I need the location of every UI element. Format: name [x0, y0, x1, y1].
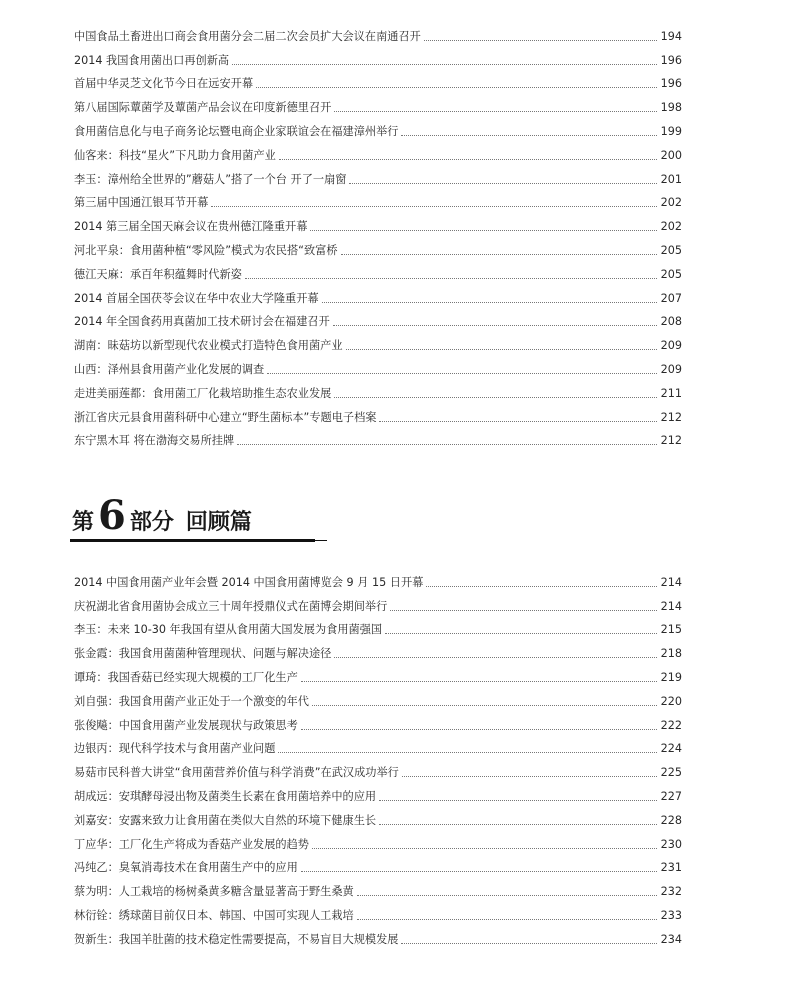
- toc-entry-title: 走进美丽莲都：食用菌工厂化栽培助推生态农业发展: [74, 386, 332, 400]
- toc-leader-dots: [401, 943, 657, 944]
- toc-entry[interactable]: [74, 187, 682, 211]
- toc-entry[interactable]: [74, 637, 682, 661]
- toc-leader-dots: [346, 349, 657, 350]
- toc-entry[interactable]: [74, 756, 682, 780]
- toc-leader-dots: [390, 610, 657, 611]
- toc-leader-dots: [424, 40, 657, 41]
- toc-entry-title: 冯纯乙：臭氧消毒技术在食用菌生产中的应用: [74, 861, 298, 875]
- toc-entry[interactable]: [74, 709, 682, 733]
- toc-entry-page: 209: [660, 362, 682, 376]
- toc-entry[interactable]: [74, 661, 682, 685]
- toc-entry[interactable]: [74, 923, 682, 947]
- toc-leader-dots: [426, 586, 657, 587]
- toc-entry-title: 2014 中国食用菌产业年会暨 2014 中国食用菌博览会 9 月 15 日开幕: [74, 575, 424, 589]
- toc-leader-dots: [256, 87, 657, 88]
- toc-entry-title: 2014 第三届全国天麻会议在贵州德江隆重开幕: [74, 220, 308, 234]
- toc-entry-page: 218: [660, 647, 682, 661]
- toc-leader-dots: [267, 373, 657, 374]
- toc-entry-page: 205: [660, 267, 682, 281]
- toc-entry-title: 张俊飚：中国食用菌产业发展现状与政策思考: [74, 718, 298, 732]
- toc-entry-title: 食用菌信息化与电子商务论坛暨电商企业家联谊会在福建漳州举行: [74, 124, 399, 138]
- toc-leader-dots: [237, 444, 657, 445]
- toc-entry-page: 196: [660, 77, 682, 91]
- toc-entry-page: 198: [660, 101, 682, 115]
- toc-entry-title: 边银丙：现代科学技术与食用菌产业问题: [74, 742, 276, 756]
- toc-entry[interactable]: [74, 139, 682, 163]
- toc-entry-page: 220: [660, 694, 682, 708]
- section-suffix: 部分: [129, 509, 174, 535]
- toc-entry[interactable]: [74, 115, 682, 139]
- toc-entry[interactable]: [74, 828, 682, 852]
- toc-entry-title: 易菇市民科普大讲堂“食用菌营养价值与科学消费”在武汉成功举行: [74, 766, 399, 780]
- toc-entry[interactable]: [74, 401, 682, 425]
- toc-entry[interactable]: [74, 804, 682, 828]
- toc-entry-page: 200: [660, 148, 682, 162]
- toc-entry-title: 2014 我国食用菌出口再创新高: [74, 53, 230, 67]
- toc-entry[interactable]: [74, 353, 682, 377]
- toc-entry-title: 庆祝湖北省食用菌协会成立三十周年授鼎仪式在菌博会期间举行: [74, 599, 388, 613]
- section-prefix: 第: [72, 509, 95, 535]
- toc-entry[interactable]: [74, 566, 682, 590]
- toc-leader-dots: [232, 64, 657, 65]
- toc-entry-page: 231: [660, 861, 682, 875]
- toc-entry[interactable]: [74, 614, 682, 638]
- toc-entry-title: 首届中华灵芝文化节今日在远安开幕: [74, 77, 254, 91]
- toc-entry-title: 山西：泽州县食用菌产业化发展的调查: [74, 362, 265, 376]
- toc-entry-title: 张金霞：我国食用菌菌种管理现状、问题与解决途径: [74, 647, 332, 661]
- toc-entry-page: 234: [660, 932, 682, 946]
- toc-entry-page: 225: [660, 766, 682, 780]
- toc-entry-page: 196: [660, 53, 682, 67]
- toc-entry[interactable]: [74, 590, 682, 614]
- toc-entry[interactable]: [74, 733, 682, 757]
- toc-entry[interactable]: [74, 780, 682, 804]
- toc-entry-title: 第三届中国通江银耳节开幕: [74, 196, 209, 210]
- toc-entry-page: 227: [660, 789, 682, 803]
- toc-leader-dots: [301, 729, 657, 730]
- toc-entry-title: 湖南：昧菇坊以新型现代农业模式打造特色食用菌产业: [74, 339, 343, 353]
- toc-entry[interactable]: [74, 875, 682, 899]
- toc-leader-dots: [357, 895, 657, 896]
- toc-list-top: [74, 20, 682, 448]
- toc-entry-title: 浙江省庆元县食用菌科研中心建立“野生菌标本”专题电子档案: [74, 410, 377, 424]
- toc-leader-dots: [341, 254, 657, 255]
- section-name: 回顾篇: [185, 509, 252, 535]
- toc-entry-page: 201: [660, 172, 682, 186]
- toc-entry-title: 李玉：未来 10-30 年我国有望从食用菌大国发展为食用菌强国: [74, 623, 383, 637]
- toc-entry-title: 2014 年全国食药用真菌加工技术研讨会在福建召开: [74, 315, 330, 329]
- toc-entry-title: 贺新生：我国羊肚菌的技术稳定性需要提高，不易盲目大规模发展: [74, 932, 399, 946]
- toc-leader-dots: [310, 230, 657, 231]
- section-number: 6: [98, 492, 126, 539]
- toc-entry[interactable]: [74, 210, 682, 234]
- toc-entry-title: 蔡为明：人工栽培的杨树桑黄多糖含量显著高于野生桑黄: [74, 885, 354, 899]
- toc-entry-page: 228: [660, 813, 682, 827]
- toc-entry-page: 233: [660, 908, 682, 922]
- toc-entry-page: 219: [660, 670, 682, 684]
- toc-entry-page: 215: [660, 623, 682, 637]
- toc-leader-dots: [334, 657, 657, 658]
- section-rule: [70, 539, 315, 542]
- toc-entry-page: 208: [660, 315, 682, 329]
- toc-entry-title: 刘嘉安：安露来致力让食用菌在类似大自然的环境下健康生长: [74, 813, 377, 827]
- toc-leader-dots: [401, 135, 657, 136]
- toc-leader-dots: [279, 159, 657, 160]
- toc-entry-page: 222: [660, 718, 682, 732]
- toc-entry[interactable]: [74, 899, 682, 923]
- toc-entry-page: 207: [660, 291, 682, 305]
- toc-entry[interactable]: [74, 329, 682, 353]
- toc-entry[interactable]: [74, 852, 682, 876]
- toc-entry-title: 东宁黑木耳 将在渤海交易所挂牌: [74, 434, 235, 448]
- toc-entry-page: 212: [660, 434, 682, 448]
- toc-entry[interactable]: [74, 377, 682, 401]
- toc-leader-dots: [385, 633, 657, 634]
- toc-entry-page: 209: [660, 339, 682, 353]
- toc-entry-page: 205: [660, 243, 682, 257]
- toc-leader-dots: [349, 183, 657, 184]
- toc-leader-dots: [312, 705, 657, 706]
- toc-entry-page: 199: [660, 124, 682, 138]
- toc-entry-title: 河北平泉：食用菌种植“零风险”模式为农民搭“致富桥: [74, 243, 338, 257]
- toc-entry[interactable]: [74, 20, 682, 44]
- toc-entry-page: 202: [660, 196, 682, 210]
- toc-leader-dots: [334, 397, 657, 398]
- section-rule-tail: [315, 540, 327, 541]
- toc-entry[interactable]: [74, 68, 682, 92]
- toc-entry-title: 胡成远：安琪酵母浸出物及菌类生长素在食用菌培养中的应用: [74, 789, 377, 803]
- toc-leader-dots: [322, 302, 657, 303]
- toc-entry-page: 214: [660, 599, 682, 613]
- toc-entry[interactable]: [74, 234, 682, 258]
- toc-entry-title: 德江天麻：承百年积蕴舞时代新姿: [74, 267, 242, 281]
- toc-leader-dots: [379, 824, 657, 825]
- toc-entry-page: 224: [660, 742, 682, 756]
- toc-leader-dots: [357, 919, 657, 920]
- toc-leader-dots: [301, 871, 657, 872]
- toc-entry-title: 李玉：漳州给全世界的”蘑菇人”搭了一个台 开了一扇窗: [74, 172, 347, 186]
- toc-entry-page: 230: [660, 837, 682, 851]
- toc-entry[interactable]: [74, 306, 682, 330]
- toc-leader-dots: [379, 421, 657, 422]
- toc-entry-page: 232: [660, 885, 682, 899]
- toc-leader-dots: [333, 325, 657, 326]
- toc-leader-dots: [379, 800, 657, 801]
- toc-entry-title: 仙客来：科技“星火”下凡助力食用菌产业: [74, 148, 276, 162]
- toc-entry[interactable]: [74, 44, 682, 68]
- toc-entry-title: 林衍铨：绣球菌目前仅日本、韩国、中国可实现人工栽培: [74, 908, 354, 922]
- toc-leader-dots: [301, 681, 657, 682]
- toc-leader-dots: [245, 278, 657, 279]
- toc-entry-page: 202: [660, 220, 682, 234]
- section-heading: [72, 492, 252, 539]
- toc-entry[interactable]: [74, 282, 682, 306]
- toc-entry[interactable]: [74, 163, 682, 187]
- toc-entry-page: 214: [660, 575, 682, 589]
- toc-leader-dots: [278, 752, 657, 753]
- toc-entry-page: 211: [660, 386, 682, 400]
- toc-entry[interactable]: [74, 685, 682, 709]
- toc-leader-dots: [211, 206, 657, 207]
- toc-entry[interactable]: [74, 91, 682, 115]
- toc-entry[interactable]: [74, 425, 682, 449]
- toc-leader-dots: [334, 111, 657, 112]
- toc-entry-title: 丁应华：工厂化生产将成为香菇产业发展的趋势: [74, 837, 309, 851]
- toc-leader-dots: [402, 776, 657, 777]
- toc-entry[interactable]: [74, 258, 682, 282]
- toc-list-bottom: [74, 566, 682, 947]
- toc-entry-page: 212: [660, 410, 682, 424]
- toc-entry-title: 刘自强：我国食用菌产业正处于一个激变的年代: [74, 694, 309, 708]
- toc-entry-page: 194: [660, 29, 682, 43]
- toc-entry-title: 谭琦：我国香菇已经实现大规模的工厂化生产: [74, 670, 298, 684]
- toc-entry-title: 中国食品土畜进出口商会食用菌分会二届二次会员扩大会议在南通召开: [74, 29, 421, 43]
- toc-leader-dots: [312, 848, 657, 849]
- toc-entry-title: 第八届国际蕈菌学及蕈菌产品会议在印度新德里召开: [74, 101, 332, 115]
- toc-entry-title: 2014 首届全国茯苓会议在华中农业大学隆重开幕: [74, 291, 319, 305]
